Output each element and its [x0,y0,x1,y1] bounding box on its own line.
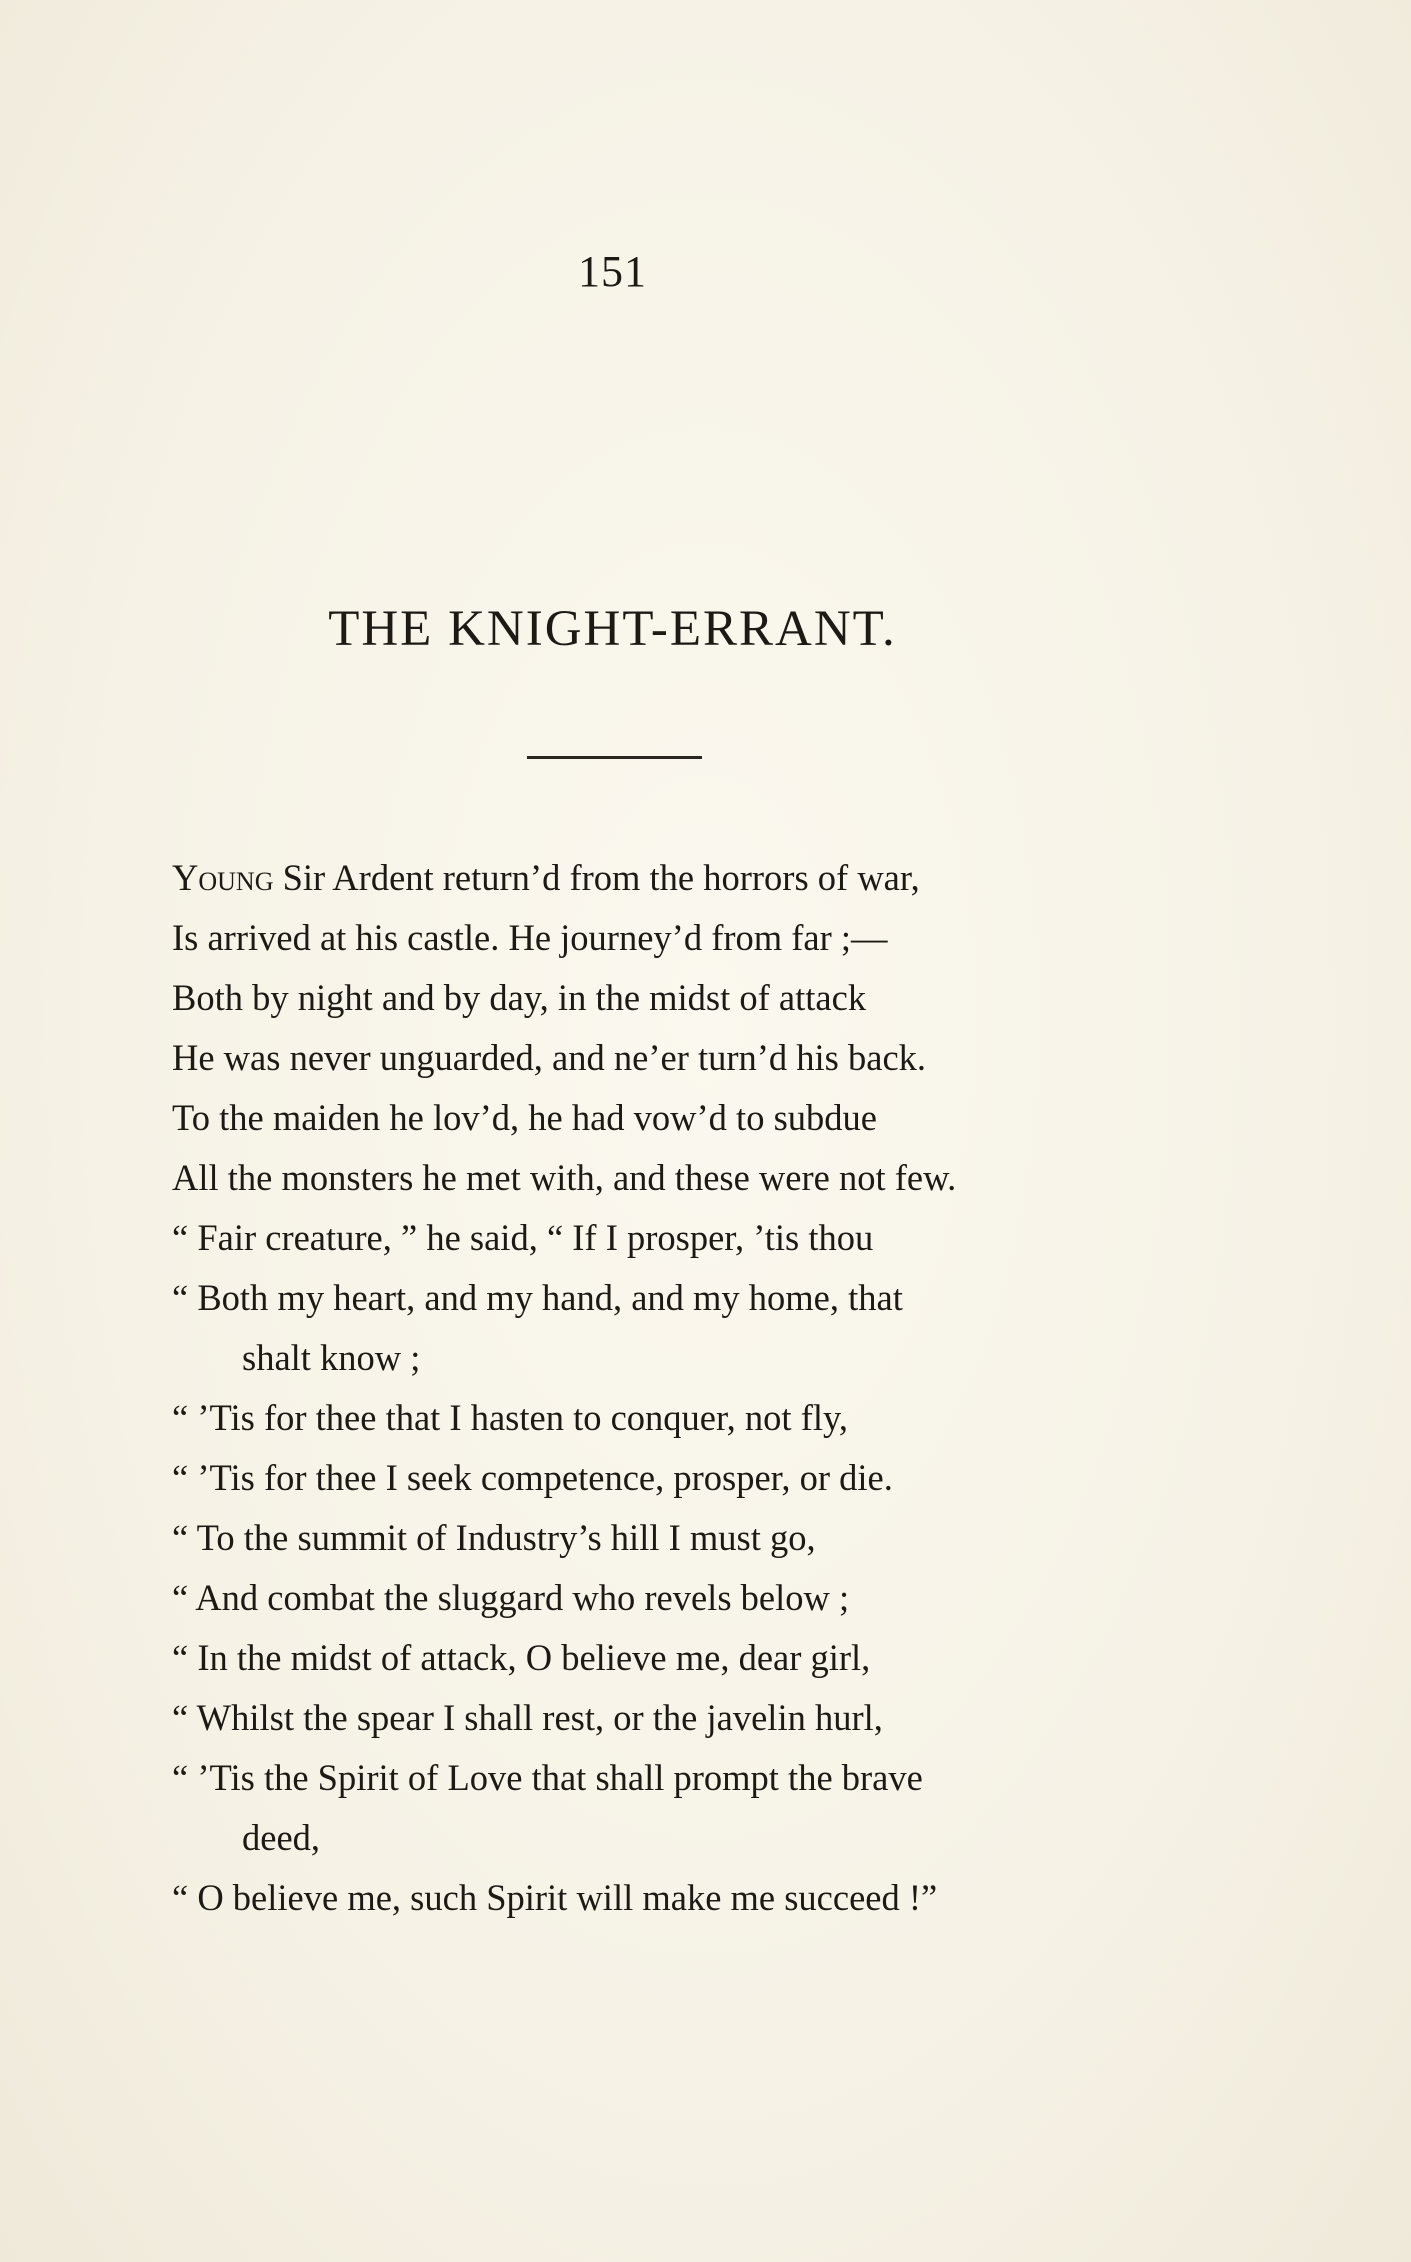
poem-line-continuation: shalt know ; [242,1337,421,1378]
poem-line: “ Fair creature, ” he said, “ If I prosper, ’tis thou [172,1217,874,1258]
poem-line: “ To the summit of Industry’s hill I must go, [172,1517,816,1558]
poem-line: “ Whilst the spear I shall rest, or the javelin hurl, [172,1697,883,1738]
poem-line: “ ’Tis for thee that I hasten to conquer, not fly, [172,1397,848,1438]
title-divider [527,756,702,759]
poem-line: All the monsters he met with, and these were not few. [172,1157,957,1198]
poem-title: THE KNIGHT-ERRANT. [328,601,897,657]
poem-line: “ And combat the sluggard who revels below ; [172,1577,850,1618]
poem-body [172,848,1172,1928]
poem-line: “ Both my heart, and my hand, and my home, that [172,1277,903,1318]
poem-line: “ ’Tis the Spirit of Love that shall prompt the brave [172,1757,923,1798]
poem-line: “ In the midst of attack, O believe me, dear girl, [172,1637,871,1678]
poem-line: “ ’Tis for thee I seek competence, prosper, or die. [172,1457,893,1498]
page-number: 151 [578,247,647,296]
poem-line: Is arrived at his castle. He journey’d from far ;— [172,917,888,958]
poem-line: Both by night and by day, in the midst of attack [172,977,867,1018]
poem-line: He was never unguarded, and ne’er turn’d his back. [172,1037,927,1078]
poem-line-text: Sir Ardent return’d from the horrors of war, [273,857,920,898]
poem-line: To the maiden he lov’d, he had vow’d to subdue [172,1097,877,1138]
poem-line [172,848,1172,908]
poem-line: “ O believe me, such Spirit will make me succeed !” [172,1877,938,1918]
poem-line-continuation: deed, [242,1817,321,1858]
drop-word: Young [172,857,274,898]
